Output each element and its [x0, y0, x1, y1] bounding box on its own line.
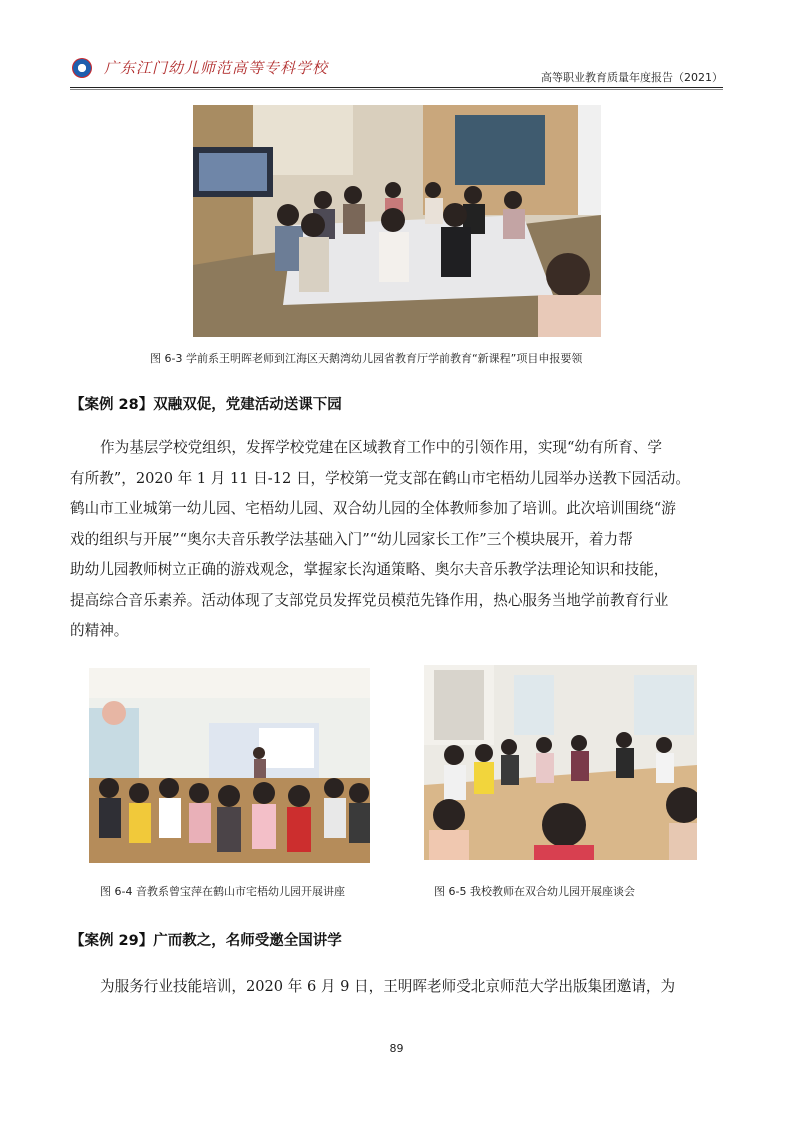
- photo-classroom-lecture: [89, 668, 370, 863]
- paragraph-line: 为服务行业技能培训，2020 年 6 月 9 日，王明晖老师受北京师范大学出版集团邀请，为: [100, 978, 676, 995]
- case-29-paragraph: [70, 972, 725, 1003]
- paragraph-line: 鹤山市工业城第一幼儿园、宅梧幼儿园、双合幼儿园的全体教师参加了培训。此次培训围绕“游: [70, 500, 676, 517]
- paragraph-line: 戏的组织与开展”“奥尔夫音乐教学法基础入门”“幼儿园家长工作”三个模块展开，着力帮: [70, 530, 633, 548]
- figure-6-3-caption: 图 6-3 学前系王明晖老师到江海区天鹅湾幼儿园省教育厅学前教育“新课程”项目申报要领: [150, 352, 583, 365]
- figure-6-4-caption: 图 6-4 音教系曾宝萍在鹤山市宅梧幼儿园开展讲座: [100, 885, 345, 898]
- header-rule-thin: [70, 89, 723, 90]
- case-29-title: 【案例 29】广而教之，名师受邀全国讲学: [70, 933, 342, 949]
- case-28-title: 【案例 28】双融双促，党建活动送课下园: [70, 397, 342, 413]
- figure-6-5-caption: 图 6-5 我校教师在双合幼儿园开展座谈会: [434, 885, 635, 898]
- paragraph-line: 有所教”，2020 年 1 月 11 日-12 日，学校第一党支部在鹤山市宅梧幼儿园举办送教下园活动。: [70, 469, 690, 487]
- paragraph-line: 助幼儿园教师树立正确的游戏观念，掌握家长沟通策略、奥尔夫音乐教学法理论知识和技能，: [70, 561, 669, 578]
- school-name-logotype: 广东江门幼儿师范高等专科学校: [104, 59, 329, 77]
- page-number: 89: [389, 1042, 404, 1055]
- paragraph-line: 作为基层学校党组织，发挥学校党建在区域教育工作中的引领作用，实现“幼有所育、学: [100, 439, 663, 456]
- paragraph-line: 的精神。: [70, 622, 129, 639]
- header-rule: [70, 87, 723, 88]
- photo-meeting-room: [193, 105, 601, 337]
- school-logo-icon: [72, 58, 92, 78]
- page-header: [70, 54, 723, 86]
- paragraph-line: 提高综合音乐素养。活动体现了支部党员发挥党员模范先锋作用，热心服务当地学前教育行业: [70, 591, 669, 609]
- case-28-paragraph: [70, 433, 725, 647]
- report-title: 高等职业教育质量年度报告（2021）: [541, 71, 723, 84]
- photo-discussion-circle: [424, 665, 697, 860]
